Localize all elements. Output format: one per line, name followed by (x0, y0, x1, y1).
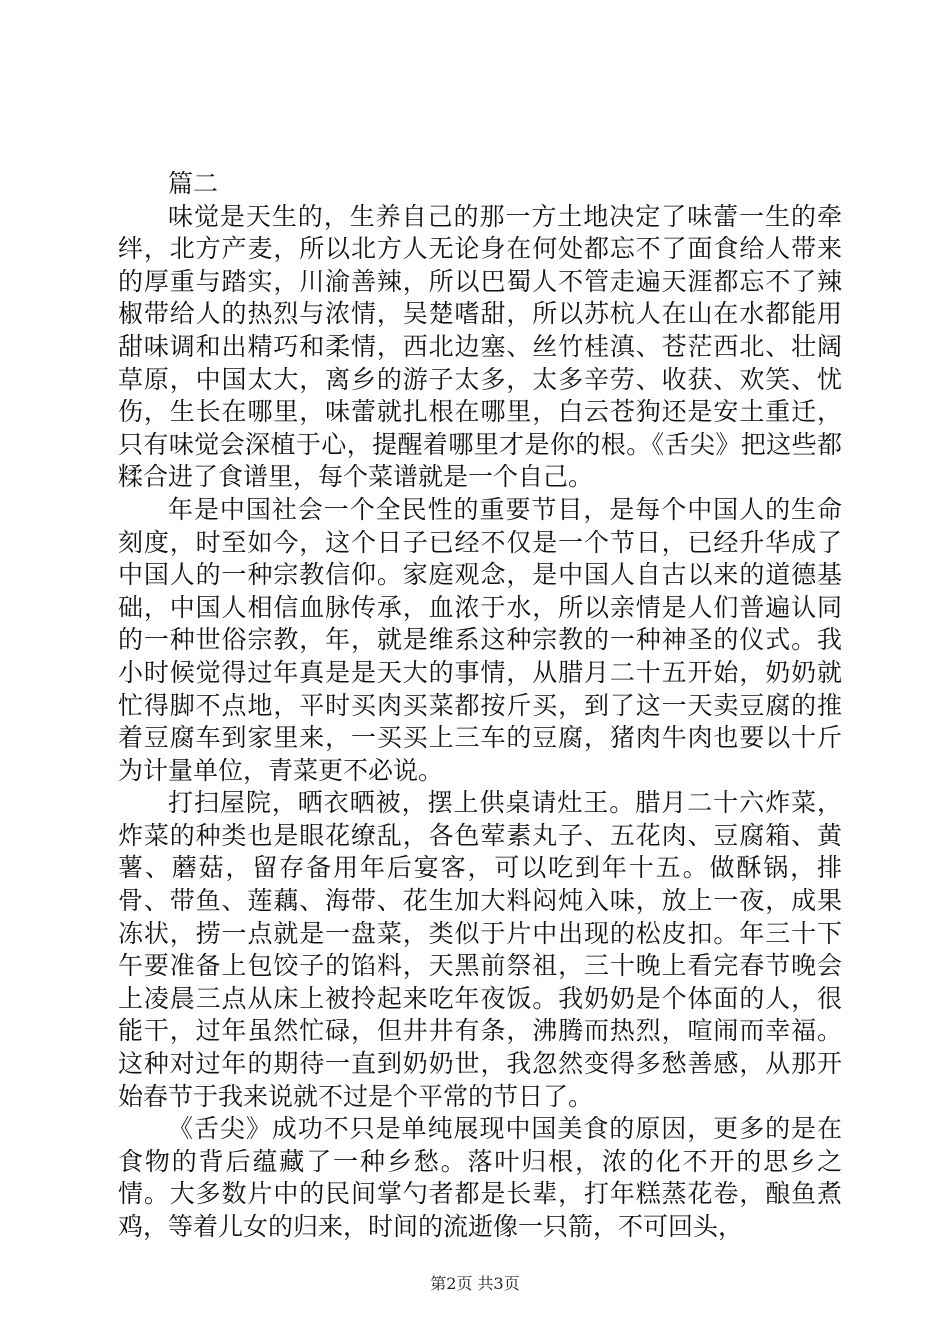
paragraph-nostalgia: 《舌尖》成功不只是单纯展现中国美食的原因，更多的是在食物的背后蕴藏了一种乡愁。落叶归根，浓的化不开的思乡之情。大多数片中的民间掌勺者都是长辈，打年糕蒸花卷，酿鱼煮鸡，等着儿女的归来，时间的流逝像一只箭，不可回头， (118, 1114, 842, 1241)
paragraph-preparations: 打扫屋院，晒衣晒被，摆上供桌请灶王。腊月二十六炸菜，炸菜的种类也是眼花缭乱，各色荤素丸子、五花肉、豆腐箱、黄薯、蘑菇，留存备用年后宴客，可以吃到年十五。做酥锅，排骨、带鱼、莲藕、海带、花生加大料闷炖入味，放上一夜，成果冻状，捞一点就是一盘菜，类似于片中出现的松皮扣。年三十下午要准备上包饺子的馅料，天黑前祭祖，三十晚上看完春节晚会上凌晨三点从床上被拎起来吃年夜饭。我奶奶是个体面的人，很能干，过年虽然忙碌，但井井有条，沸腾而热烈，喧闹而幸福。这种对过年的期待一直到奶奶世，我忽然变得多愁善感，从那开始春节于我来说就不过是个平常的节日了。 (118, 788, 842, 1111)
page-footer: 第2页 共3页 (430, 1274, 520, 1293)
paragraph-taste: 味觉是天生的，生养自己的那一方土地决定了味蕾一生的牵绊，北方产麦，所以北方人无论身在何处都忘不了面食给人带来的厚重与踏实，川渝善辣，所以巴蜀人不管走遍天涯都忘不了辣椒带给人的热烈与浓情，吴楚嗜甜，所以苏杭人在山在水都能用甜味调和出精巧和柔情，西北边塞、丝竹桂滇、苍茫西北、壮阔草原，中国太大，离乡的游子太多，太多辛劳、收获、欢笑、忧伤，生长在哪里，味蕾就扎根在哪里，白云苍狗还是安土重迁，只有味觉会深植于心，提醒着哪里才是你的根。《舌尖》把这些都糅合进了食谱里，每个菜谱就是一个自己。 (118, 201, 842, 492)
section-heading: 篇二 (168, 169, 219, 198)
paragraph-new-year: 年是中国社会一个全民性的重要节目，是每个中国人的生命刻度，时至如今，这个日子已经不仅是一个节日，已经升华成了中国人的一种宗教信仰。家庭观念，是中国人自古以来的道德基础，中国人相信血脉传承，血浓于水，所以亲情是人们普遍认同的一种世俗宗教，年，就是维系这种宗教的一种神圣的仪式。我小时候觉得过年真是是天大的事情，从腊月二十五开始，奶奶就忙得脚不点地，平时买肉买菜都按斤买，到了这一天卖豆腐的推着豆腐车到家里来，一买买上三车的豆腐，猪肉牛肉也要以十斤为计量单位，青菜更不必说。 (118, 494, 842, 785)
document-body (118, 168, 842, 1244)
